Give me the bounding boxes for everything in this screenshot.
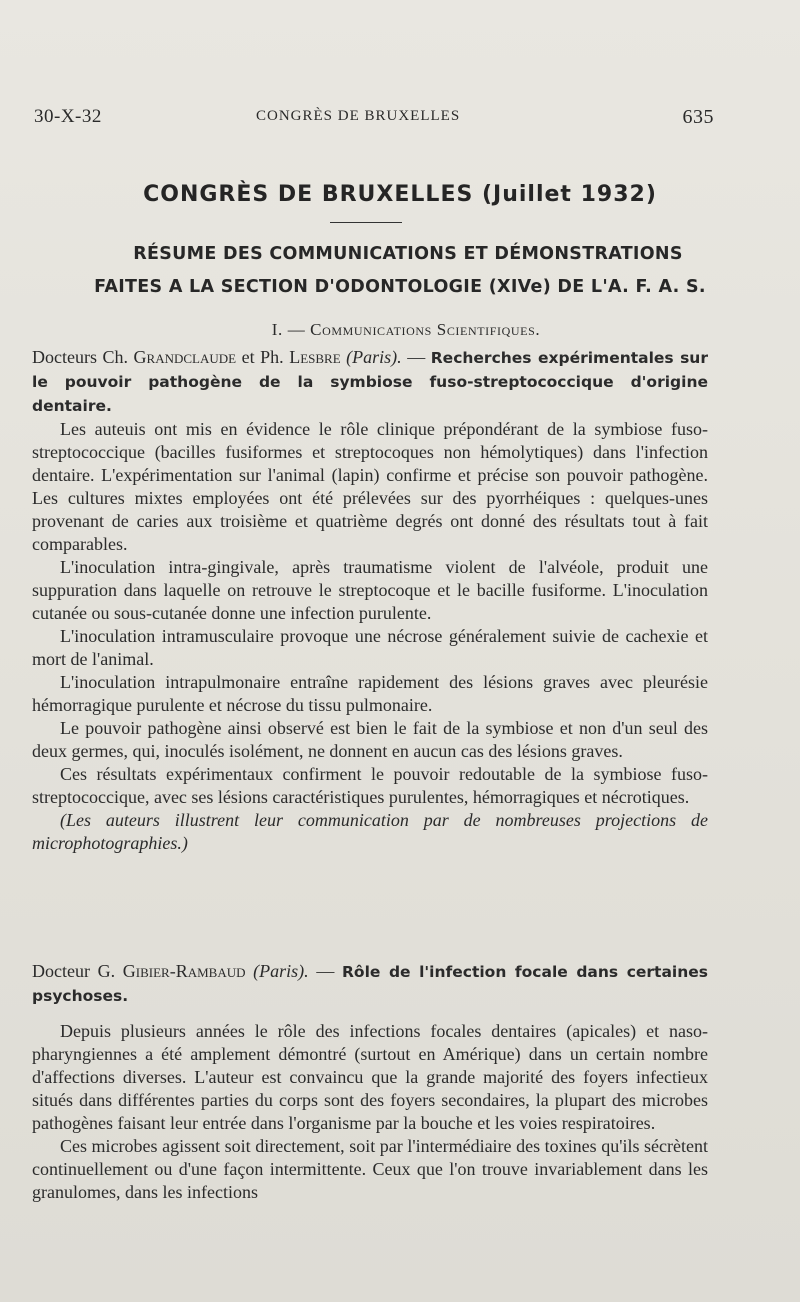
article-1-header: Docteurs Ch. Grandclaude et Ph. Lesbre (Paris). — Recherches expérimentales sur le pouvoir pathogène de la symbiose fuso-streptococcique d'origine dentaire. <box>32 347 708 415</box>
author-name: Grandclaude <box>133 347 237 367</box>
page-number: 635 <box>682 106 714 128</box>
paragraph: Depuis plusieurs années le rôle des infections focales dentaires (apicales) et naso-pharyngiennes a été amplement démontré (surtout en Amérique) dans un certain nombre d'affections diverses. L'auteur est convaincu que la grande majorité des foyers infectieux situés dans différentes parties du corps sont des foyers secondaires, la plupart des microbes pathogènes faisant leur entrée dans l'organisme par la bouche et les voies respiratoires. <box>32 1021 708 1133</box>
running-head-date: 30-X-32 <box>34 106 102 127</box>
paragraph: L'inoculation intrapulmonaire entraîne rapidement des lésions graves avec pleurésie hémorragique purulente et nécrose du tissu pulmonaire. <box>32 672 708 715</box>
article-1 <box>32 346 708 855</box>
subtitle-line-2: FAITES A LA SECTION D'ODONTOLOGIE (XIVe) DE L'A. F. A. S. <box>94 277 706 297</box>
article-note: (Les auteurs illustrent leur communication par de nombreuses projections de microphotographies.) <box>32 810 708 853</box>
article-title: Rôle de l'infection focale dans certaines psychoses. <box>32 963 708 1005</box>
author-name: Lesbre <box>289 347 341 367</box>
paragraph: Ces microbes agissent soit directement, soit par l'intermédiaire des toxines qu'ils sécrètent continuellement ou d'une façon intermittente. Ceux que l'on trouve invariablement dans les granulomes, dans les infections <box>32 1136 708 1202</box>
section-heading: I. — Communications Scientifiques. <box>271 320 541 339</box>
spacer <box>32 1008 708 1020</box>
paragraph: L'inoculation intramusculaire provoque une nécrose généralement suivie de cachexie et mort de l'animal. <box>32 626 708 669</box>
running-head-title: CONGRÈS DE BRUXELLES <box>256 108 461 124</box>
article-2-header: Docteur G. Gibier-Rambaud (Paris). — Rôle de l'infection focale dans certaines psychoses. <box>32 961 708 1005</box>
article-title: Recherches expérimentales sur le pouvoir pathogène de la symbiose fuso-streptococcique d'origine dentaire. <box>32 349 708 415</box>
author-place: (Paris). <box>245 961 309 981</box>
paragraph: Les auteuis ont mis en évidence le rôle clinique prépondérant de la symbiose fuso-streptococcique (bacilles fusiformes et streptocoques non hémolytiques) dans l'infection dentaire. L'expérimentation sur l'animal (lapin) confirme et précise son pouvoir pathogène. Les cultures mixtes employées ont été prélevées sur des pyorrhéiques : quelques-unes provenant de caries aux troisième et quatrième degrés ont donné des résultats tout à fait comparables. <box>32 419 708 554</box>
paragraph: Ces résultats expérimentaux confirment le pouvoir redoutable de la symbiose fuso-streptococcique, avec ses lésions caractéristiques purulentes, hémorragiques et nécrotiques. <box>32 764 708 807</box>
paragraph: Le pouvoir pathogène ainsi observé est bien le fait de la symbiose et non d'un seul des deux germes, qui, inoculés isolément, ne donnent en aucun cas des lésions graves. <box>32 718 708 761</box>
title-divider <box>330 222 402 223</box>
authors-prefix: Docteur G. <box>32 961 123 981</box>
author-name: Gibier-Rambaud <box>122 961 246 981</box>
authors-prefix: Docteurs Ch. <box>32 347 134 367</box>
author-place: (Paris). <box>340 347 402 367</box>
paragraph: L'inoculation intra-gingivale, après traumatisme violent de l'alvéole, produit une suppuration dans laquelle on retrouve le streptocoque et le bacille fusiforme. L'inoculation cutanée ou sous-cutanée donne une infection purulente. <box>32 557 708 623</box>
page-title: CONGRÈS DE BRUXELLES (Juillet 1932) <box>143 182 657 207</box>
article-2 <box>32 960 708 1204</box>
subtitle-line-1: RÉSUME DES COMMUNICATIONS ET DÉMONSTRATIONS <box>133 244 683 264</box>
